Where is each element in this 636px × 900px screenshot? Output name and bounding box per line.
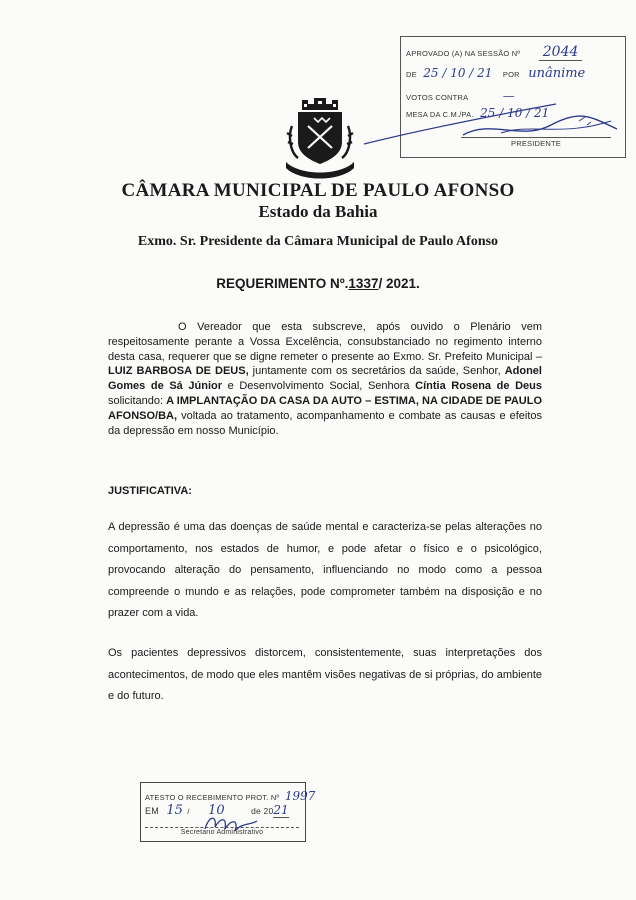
- addressee-line: Exmo. Sr. Presidente da Câmara Municipal de Paulo Afonso: [137, 234, 499, 249]
- receipt-de-label: de 20: [251, 806, 274, 816]
- request-object: A IMPLANTAÇÃO DA CASA DA AUTO – ESTIMA, NA CIDADE DE PAULO AFONSO/BA,: [108, 394, 542, 422]
- receipt-protocol-label: ATESTO O RECEBIMENTO PROT. Nº: [145, 793, 280, 802]
- institution-name: CÂMARA MUNICIPAL DE PAULO AFONSO: [121, 180, 515, 201]
- approval-votes-against-label: VOTOS CONTRA: [406, 93, 469, 102]
- approval-mesa-date: 25 / 10 / 21: [480, 106, 550, 120]
- request-body-text-3: e Desenvolvimento Social, Senhora: [222, 380, 416, 393]
- request-body-text-2: juntamente com os secretários da saúde, Senhor,: [248, 365, 505, 378]
- receipt-year: 21: [273, 803, 289, 817]
- receipt-day: 15: [166, 803, 183, 818]
- receipt-protocol-number: 1997: [284, 789, 316, 803]
- request-title: [0, 276, 636, 291]
- pen-stroke-icon: [360, 100, 560, 150]
- mayor-name: LUIZ BARBOSA DE DEUS,: [108, 365, 249, 378]
- justification-paragraph-1: A depressão é uma das doenças de saúde mental e caracteriza-se pelas alterações no comportamento, nos estados de humor, e pode afetar o físico e o psicológico, provocando alteração do pensamento, influenciando no modo como a pessoa compreende o mundo e as relações, pode comprometer também na disposição e no prazer com a vida.: [108, 521, 542, 619]
- request-body: [108, 320, 542, 438]
- state-name: Estado da Bahia: [258, 202, 378, 221]
- request-body-text-1: O Vereador que esta subscreve, após ouvido o Plenário vem respeitosamente perante a Vossa Excelência, consubstanciado no regimento interno desta casa, requerer que se digne remeter o presente ao Exmo. Sr. Prefeito Municipal –: [108, 321, 542, 363]
- approval-votes-against-value: —: [502, 89, 515, 103]
- justification-paragraph-2: Os pacientes depressivos distorcem, consistentemente, suas interpretações dos acontecimentos, de modo que eles mantêm visões negativas de si próprias, do ambiente e do futuro.: [108, 647, 542, 702]
- request-title-prefix: REQUERIMENTO Nº.: [216, 276, 349, 291]
- approval-session-label: APROVADO (A) NA SESSÃO Nº: [406, 49, 521, 58]
- receipt-em-label: EM: [145, 806, 159, 816]
- approval-session-number: 2044: [539, 44, 583, 61]
- receipt-stamp: [140, 782, 316, 842]
- request-body-text-4: solicitando:: [108, 394, 167, 407]
- seal-ribbon-text: PAULO AFONSO: [300, 166, 340, 172]
- approval-mesa-label: MESA DA C.M./PA.: [406, 110, 474, 119]
- approval-de-label: DE: [406, 70, 417, 79]
- social-secretary-name: Cíntia Rosena de Deus: [415, 380, 542, 393]
- request-year: / 2021.: [378, 276, 420, 291]
- receipt-date-row: EM 15 / 10 de 2021: [145, 803, 289, 818]
- approval-session-row: [406, 43, 582, 61]
- approval-por-label: POR: [502, 70, 520, 79]
- approval-president-label: PRESIDENTE: [461, 137, 611, 148]
- request-body-text-5: voltada ao tratamento, acompanhamento e combate as causas e efeitos da depressão em nosso Município.: [108, 409, 542, 437]
- approval-date-row: [406, 64, 585, 82]
- approval-date: 25 / 10 / 21: [423, 66, 493, 80]
- request-number: 1337: [348, 276, 379, 291]
- justification-heading: JUSTIFICATIVA:: [108, 485, 192, 497]
- approval-vote-result: unânime: [528, 66, 586, 81]
- health-secretary-name: Adonel Gomes de Sá Júnior: [108, 365, 542, 393]
- receipt-secretary-label: Secretario Administrativo: [145, 827, 299, 836]
- receipt-month: 10: [208, 803, 225, 818]
